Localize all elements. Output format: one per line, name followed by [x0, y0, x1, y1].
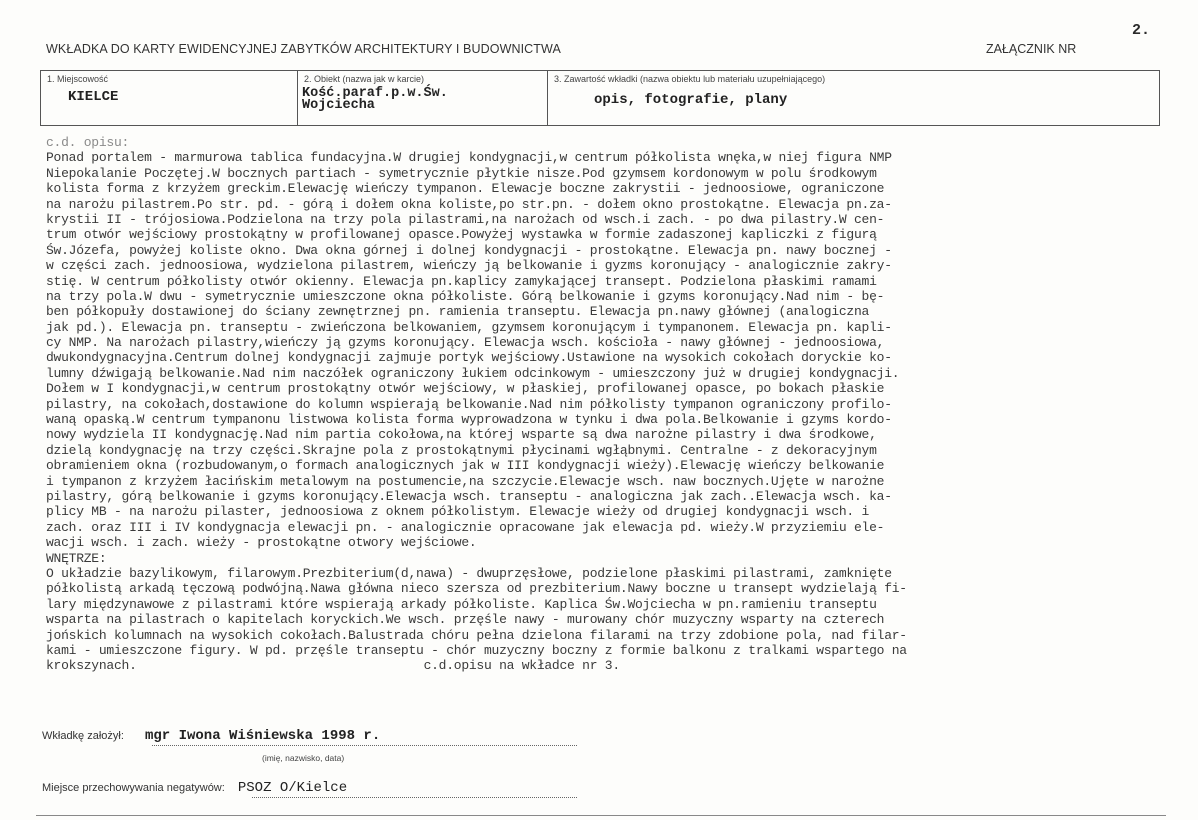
- author-value: mgr Iwona Wiśniewska 1998 r.: [144, 728, 381, 744]
- description-line: stię. W centrum półkolisty otwór okienny. Elewacja pn.kaplicy zamykającej transept. Podzielona płaskimi ramami: [46, 273, 877, 289]
- content-label: 3. Zawartość wkładki (nazwa obiektu lub materiału uzupełniającego): [554, 74, 826, 84]
- object-value: [302, 88, 448, 112]
- author-underline: [152, 745, 577, 746]
- description-line: półkolistą arkadą tęczową podwójną.Nawa główna nieco szersza od prezbiterium.Nawy boczne u transept wydzielają fi-: [46, 581, 907, 597]
- description-line: waną opaską.W centrum tympanonu listwowa kolista forma wyprowadzona w tynku i dwa pola.Belkowanie i gzyms kordo-: [46, 412, 892, 428]
- description-line: pilastry, górą belkowanie i gzyms koronujący.Elewacja wsch. transeptu - analogiczna jak zach..Elewacja wsch. ka-: [46, 488, 892, 504]
- description-text: [46, 135, 1176, 674]
- description-line: trum otwór wejściowy prostokątny w profilowanej opasce.Powyżej wystawka w formie zadaszonej kapliczki z figurą: [46, 227, 877, 243]
- negatives-label: Miejsce przechowywania negatywów:: [42, 782, 225, 794]
- form-title: WKŁADKA DO KARTY EWIDENCYJNEJ ZABYTKÓW ARCHITEKTURY I BUDOWNICTWA: [46, 42, 561, 56]
- description-line: lumny dźwigają belkowanie.Nad nim naczółek ograniczony łukiem odcinkowym - umieszczony już w drugiej kondygnacji.: [46, 365, 900, 381]
- content-cell: [548, 71, 1159, 125]
- description-line: pilastry, na cokołach,dostawione do kolumn wspierają belkowanie.Nad nim półkolisty tympanon ograniczony profilo-: [46, 396, 892, 412]
- description-line: nowy wydziela II kondygnację.Nad nim partia cokołowa,na której wsparte są dwa narożne pilastry i dwa środkowe,: [46, 427, 877, 443]
- description-line: lary międzynawowe z pilastrami które wspierają arkady półkoliste. Kaplica Św.Wojciecha w pn.ramieniu transeptu: [46, 596, 877, 612]
- description-line: krystii II - trójosiowa.Podzielona na trzy pola pilastrami,na narożach od wsch.i zach. - po dwa pilastry.W cen-: [46, 211, 885, 227]
- description-line: w części zach. jednoosiowa, wydzielona pilastrem, wieńczy ją belkowanie i gyzms koronujący - analogicznie zakry-: [46, 258, 892, 274]
- object-cell: [298, 71, 548, 125]
- place-value: KIELCE: [68, 89, 119, 105]
- object-value-line1: Kość.paraf.p.w.Św.: [302, 86, 448, 101]
- place-label: 1. Miejscowość: [47, 74, 109, 84]
- attachment-label: ZAŁĄCZNIK NR: [986, 42, 1077, 56]
- description-line: cy NMP. Na narożach pilastry,wieńczy ją gzyms koronujący. Elewacja wsch. kościoła - nawy głównej - jednoosiowa,: [46, 335, 885, 351]
- description-line: c.d. opisu:: [46, 135, 130, 150]
- author-note: (imię, nazwisko, data): [262, 753, 345, 763]
- place-cell: [41, 71, 298, 125]
- description-line: jak pd.). Elewacja pn. transeptu - zwieńczona belkowaniem, gzymsem koronującym i tympanonem. Elewacja pn. kapli-: [46, 319, 892, 335]
- negatives-row: [42, 780, 347, 796]
- description-line: O układzie bazylikowym, filarowym.Prezbiterium(d,nawa) - dwuprzęsłowe, podzielone płaskimi pilastrami, zamknięte: [46, 565, 892, 581]
- description-line: dwukondygnacyjna.Centrum dolnej kondygnacji zajmuje portyk wejściowy.Ustawione na wysokich cokołach doryckie ko-: [46, 350, 892, 366]
- description-line: zach. oraz III i IV kondygnacja elewacji pn. - analogicznie opracowane jak elewacja pd. wieży.W przyziemiu ele-: [46, 519, 885, 535]
- description-line: Ponad portalem - marmurowa tablica fundacyjna.W drugiej kondygnacji,w centrum półkolista wnęka,w niej figura NMP: [46, 150, 892, 166]
- negatives-underline: [252, 797, 577, 798]
- description-line: dzielą kondygnację na trzy części.Skrajne pola z prostokątnymi płycinami wgłąbnymi. Centralne - z dekoracyjnym: [46, 442, 877, 458]
- bottom-rule: [36, 815, 1166, 816]
- description-line: krokszynach. c.d.opisu na wkładce nr 3.: [46, 658, 620, 674]
- description-line: obramieniem okna (rozbudowanym,o formach analogicznych jak w III kondygnacji wieży).Elewację wieńczy belkowanie: [46, 458, 885, 474]
- description-line: Niepokalanie Poczętej.W bocznych partiach - symetrycznie płytkie nisze.Pod gzymsem kordonowym w polu środkowym: [46, 165, 877, 181]
- header-fields-table: [40, 70, 1160, 126]
- description-line: jońskich kolumnach na wysokich cokołach.Balustrada chóru pełna dzielona filarami na trzy zdobione pola, nad filar-: [46, 627, 907, 643]
- description-line: kami - umieszczone figury. W pd. przęśle transeptu - chór muzyczny boczny z formie balkonu z tralkami wspartego na: [46, 642, 907, 658]
- description-line: plicy MB - na narożu pilaster, jednoosiowa z oknem półkolistym. Elewacje wieży od drugiej kondygnacji wsch. i: [46, 504, 870, 520]
- description-line: Św.Józefa, powyżej koliste okno. Dwa okna górnej i dolnej kondygnacji - prostokątne. Elewacja pn. nawy bocznej -: [46, 242, 892, 258]
- author-row: [42, 728, 380, 744]
- description-line: na trzy pola.W dwu - symetrycznie umieszczone okna półkoliste. Górą belkowanie i gzyms koronujący.Nad nim - bę-: [46, 288, 885, 304]
- description-line: na narożu pilastrem.Po str. pd. - górą i dołem okna koliste,po str.pn. - dołem okno prostokątne. Elewacja pn.za-: [46, 196, 892, 212]
- description-line: wsparta na pilastrach o kapitelach koryckich.We wsch. przęśle nawy - murowany chór muzyczny wsparty na czterech: [46, 612, 885, 628]
- description-line: wacji wsch. i zach. wieży - prostokątne otwory wejściowe.: [46, 535, 477, 551]
- author-label: Wkładkę założył:: [42, 730, 124, 742]
- description-line: ben półkopuły dostawionej do ściany zewnętrznej pn. ramienia transeptu. Elewacja pn.nawy głównej (analogiczna: [46, 304, 870, 320]
- negatives-value: PSOZ O/Kielce: [237, 780, 348, 796]
- object-label: 2. Obiekt (nazwa jak w karcie): [304, 74, 425, 84]
- page-number: 2.: [1132, 22, 1151, 39]
- description-line: kolista forma z krzyżem greckim.Elewację wieńczy tympanon. Elewacje boczne zakrystii - jednoosiowe, ograniczone: [46, 181, 885, 197]
- description-line: i tympanon z krzyżem łacińskim metalowym na postumencie,na szczycie.Elewacje wsch. naw bocznych.Ujęte w narożne: [46, 473, 885, 489]
- content-value: opis, fotografie, plany: [594, 92, 788, 108]
- description-line: Dołem w I kondygnacji,w centrum prostokątny otwór wejściowy, w płaskiej, profilowanej opasce, po bokach płaskie: [46, 381, 885, 397]
- description-line: WNĘTRZE:: [46, 550, 107, 566]
- object-value-line2: Wojciecha: [302, 98, 375, 113]
